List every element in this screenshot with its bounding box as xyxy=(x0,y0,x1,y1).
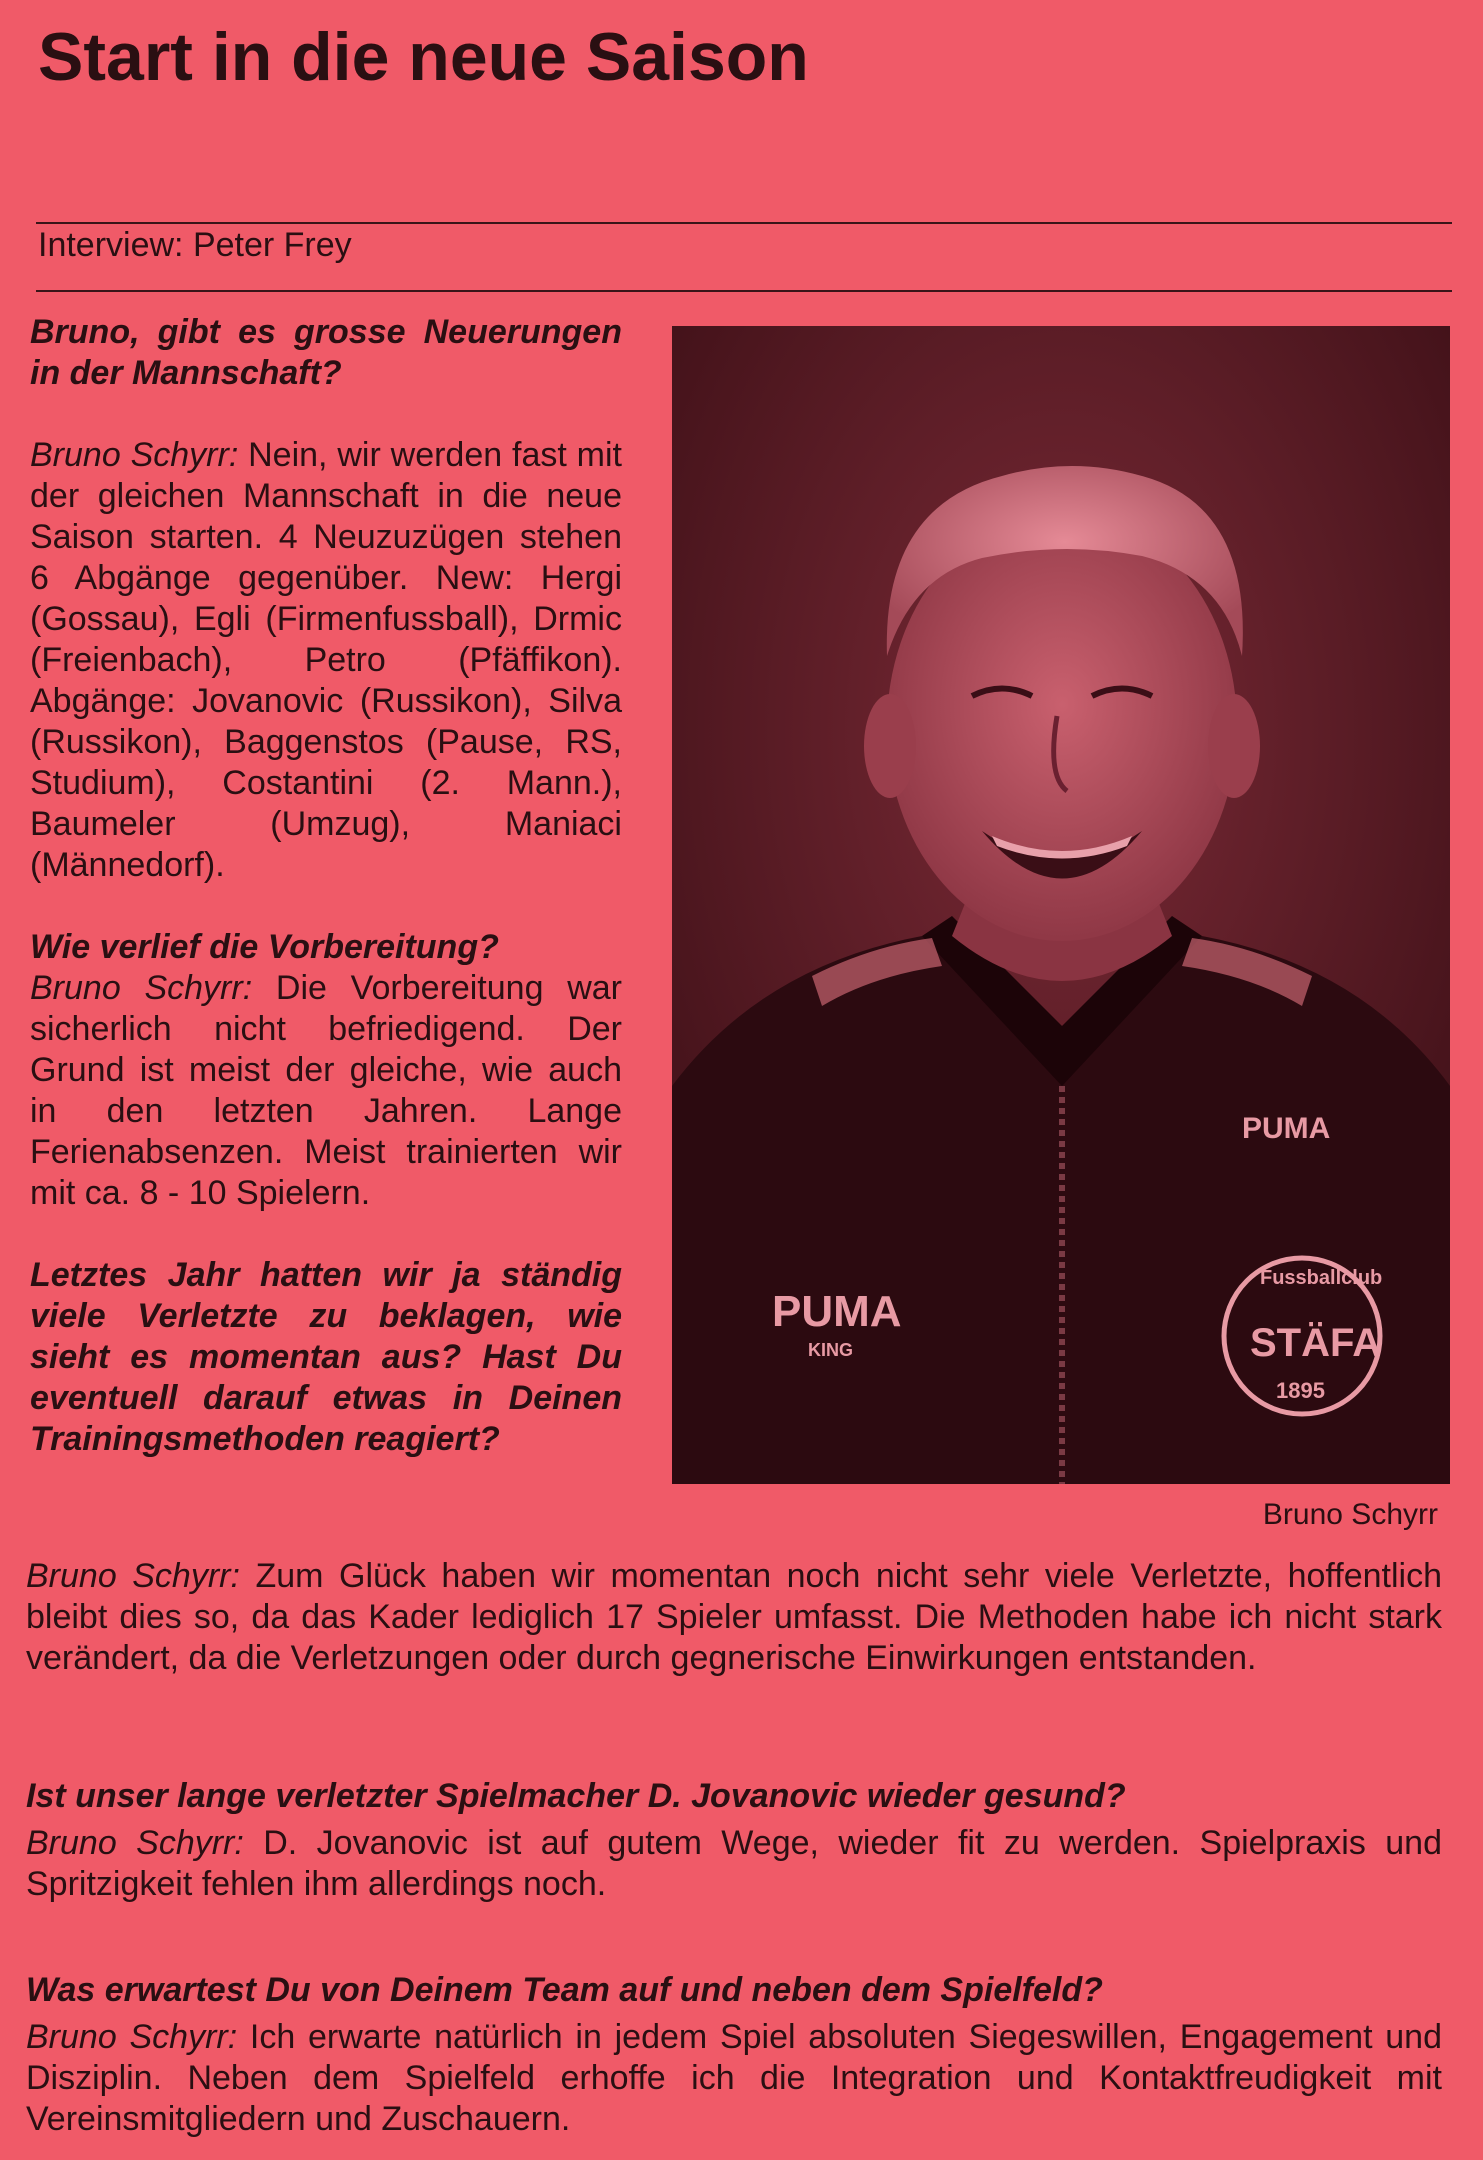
answer-2-text: Die Vorbereitung war sicherlich nicht befriedigend. Der Grund ist meist der gleiche, wie auch in den letzten Jahren. Lange Ferienabsenzen. Meist trainierten wir mit ca. 8 - 10 Spielern. xyxy=(30,969,622,1212)
speaker-label: Bruno Schyrr: xyxy=(26,1824,244,1862)
club-badge-year: 1895 xyxy=(1276,1378,1325,1403)
answer-5-text: Ich erwarte natürlich in jedem Spiel absoluten Siegeswillen, Engagement und Disziplin. Neben dem Spielfeld erhoffe ich die Integration und Kontaktfreudigkeit mit Vereinsmitgliedern und Zuschauern. xyxy=(26,2018,1442,2138)
club-badge-name: STÄFA xyxy=(1250,1321,1382,1365)
answer-5 xyxy=(26,2017,1442,2140)
jacket-brand-left: PUMA xyxy=(772,1287,902,1336)
question-3: Letztes Jahr hatten wir ja ständig viele Verletzte zu beklagen, wie sieht es momentan aus? Hast Du eventuell darauf etwas in Deinen Trainingsmethoden reagiert? xyxy=(30,1256,622,1458)
answer-4 xyxy=(26,1823,1442,1905)
portrait-illustration xyxy=(672,326,1450,1484)
answer-3-block xyxy=(26,1556,1442,1679)
answer-1 xyxy=(30,435,622,886)
speaker-label: Bruno Schyrr: xyxy=(26,2018,238,2056)
article-title: Start in die neue Saison xyxy=(38,19,809,95)
bottom-rule xyxy=(36,290,1452,292)
speaker-label: Bruno Schyrr: xyxy=(30,436,239,474)
jacket-brand-chest: PUMA xyxy=(1242,1112,1331,1145)
answer-3-text: Zum Glück haben wir momentan noch nicht sehr viele Verletzte, hoffentlich bleibt dies so, da das Kader lediglich 17 Spieler umfasst. Die Methoden habe ich nicht stark verändert, da die Verletzungen oder durch gegnerische Einwirkungen entstanden. xyxy=(26,1557,1442,1677)
question-2: Wie verlief die Vorbereitung? xyxy=(30,928,499,966)
portrait-photo xyxy=(672,326,1450,1484)
answer-3 xyxy=(26,1556,1442,1679)
left-column xyxy=(30,312,622,1460)
ear-right xyxy=(1208,694,1260,798)
question-1: Bruno, gibt es grosse Neuerungen in der Mannschaft? xyxy=(30,313,622,392)
answer-2 xyxy=(30,968,622,1214)
speaker-label: Bruno Schyrr: xyxy=(30,969,253,1007)
byline: Interview: Peter Frey xyxy=(38,226,352,264)
jacket-brand-left-sub: KING xyxy=(808,1340,853,1360)
top-rule xyxy=(36,222,1452,224)
club-badge-top-text: Fussballclub xyxy=(1260,1267,1383,1289)
answer-4-text: D. Jovanovic ist auf gutem Wege, wieder fit zu werden. Spielpraxis und Spritzigkeit fehlen ihm allerdings noch. xyxy=(26,1824,1442,1903)
qa-5-block xyxy=(26,1970,1442,2140)
answer-1-text: Nein, wir werden fast mit der gleichen Mannschaft in die neue Saison starten. 4 Neuzuzügen stehen 6 Abgänge gegenüber. New: Hergi (Gossau), Egli (Firmenfussball), Drmic (Freienbach), Petro (Pfäffikon). Abgänge: Jovanovic (Russikon), Silva (Russikon), Baggenstos (Pause, RS, Studium), Costantini (2. Mann.), Baumeler (Umzug), Maniaci (Männedorf). xyxy=(30,436,622,884)
question-4: Ist unser lange verletzter Spielmacher D. Jovanovic wieder gesund? xyxy=(26,1777,1126,1815)
speaker-label: Bruno Schyrr: xyxy=(26,1557,240,1595)
qa-4-block xyxy=(26,1776,1442,1905)
ear-left xyxy=(864,694,916,798)
photo-caption: Bruno Schyrr xyxy=(1262,1498,1438,1531)
question-5: Was erwartest Du von Deinem Team auf und neben dem Spielfeld? xyxy=(26,1971,1103,2009)
